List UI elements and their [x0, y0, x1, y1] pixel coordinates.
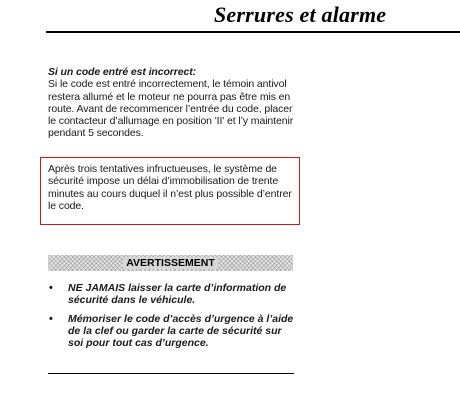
- incorrect-code-section: [48, 66, 298, 140]
- warning-banner: [48, 255, 293, 271]
- warning-item: [48, 282, 294, 307]
- page-title: Serrures et alarme: [214, 2, 387, 27]
- warning-item-text: NE JAMAIS laisser la carte d’information de sécurité dans le véhicule.: [68, 282, 287, 307]
- bottom-divider: [48, 373, 294, 374]
- bullet-icon: •: [49, 312, 53, 325]
- section-body: Si le code est entré incorrectement, le témoin antivol restera allumé et le moteur ne pourra pas être mis en route. Avant de recommencer l’entrée du code, placer le contacteur d’allumage en position 'II' et l’y maintenir pendant 5 secondes.: [48, 78, 294, 140]
- warning-list: [48, 282, 294, 355]
- bullet-icon: •: [49, 282, 53, 294]
- section-heading: Si un code entré est incorrect:: [48, 66, 197, 78]
- warning-title: AVERTISSEMENT: [123, 257, 217, 269]
- warning-item-text: Mémoriser le code d’accès d’urgence à l’aide de la clef ou garder la carte de sécurité sur soi pour tout cas d’urgence.: [68, 312, 294, 350]
- warning-item: [48, 313, 294, 350]
- title-divider: [46, 31, 460, 33]
- lockout-notice: Après trois tentatives infructueuses, le système de sécurité impose un délai d’immobilisation de trente minutes au cours duquel il n’est plus possible d’entrer le code.: [48, 163, 292, 212]
